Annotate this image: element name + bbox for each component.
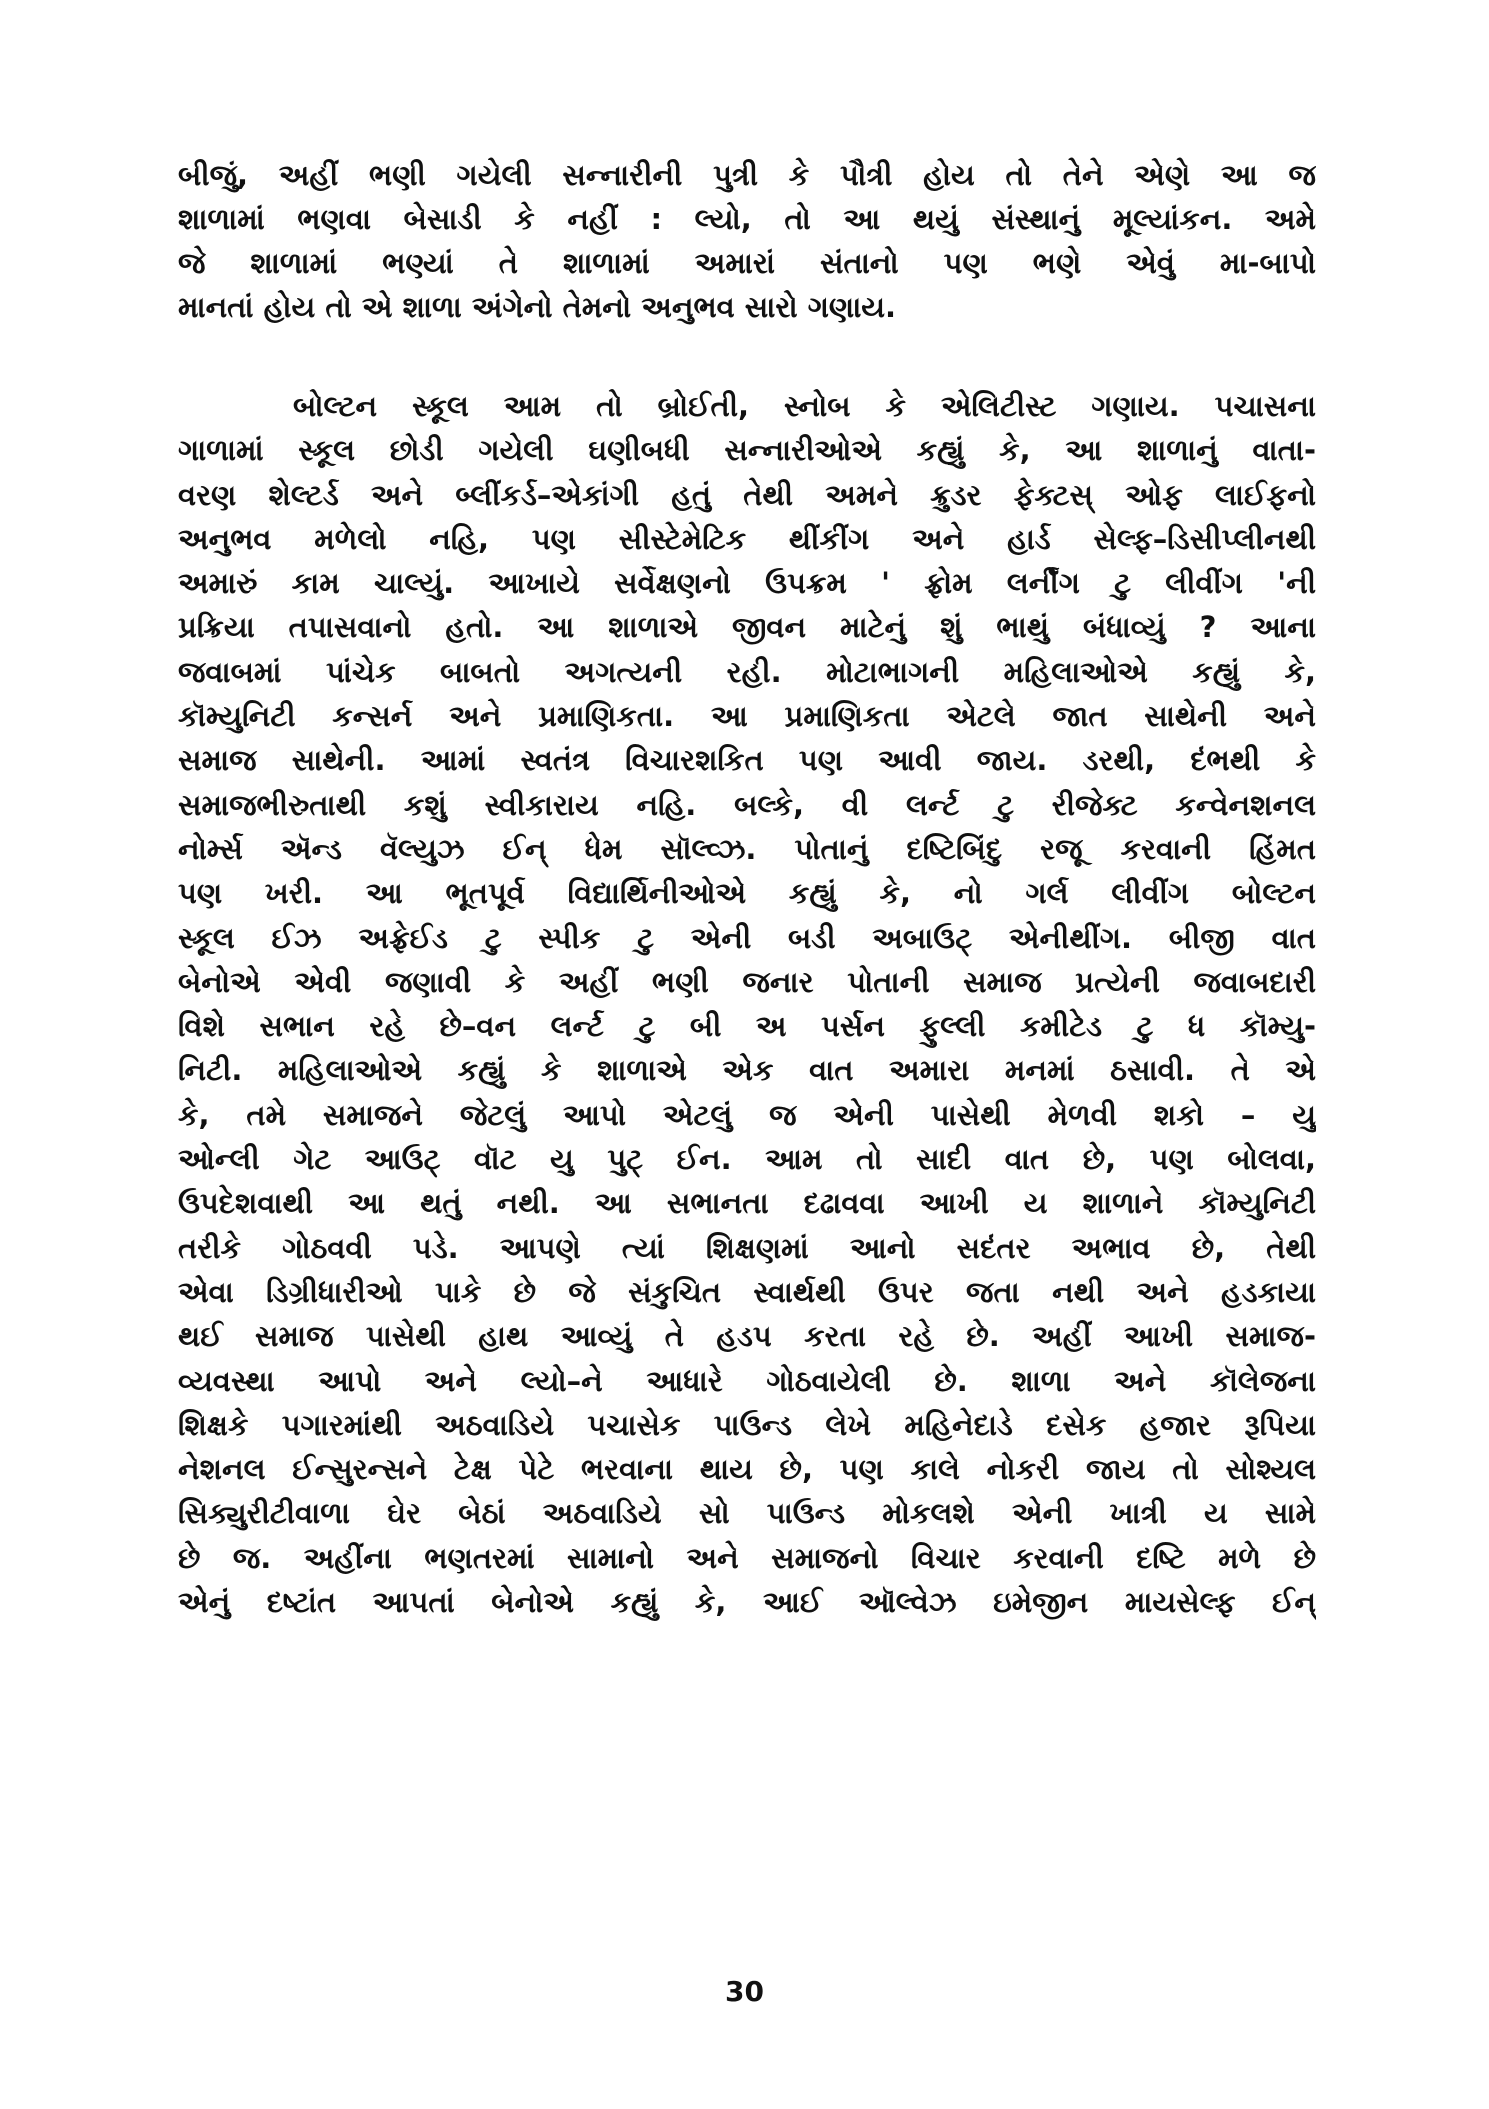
text-line: નોર્મ્સ ઍન્ડ વૅલ્યુઝ ઈન્ ધેમ સૉલ્વ્ઝ. પોતાનું દષ્ટિબિંદુ રજૂ કરવાની હિંમત xyxy=(178,831,1316,866)
paragraph-1 xyxy=(178,153,1316,329)
text-line: જવાબમાં પાંચેક બાબતો અગત્યની રહી. મોટાભાગની મહિલાઓએ કહ્યું કે, xyxy=(178,654,1316,689)
text-line: નિટી. મહિલાઓએ કહ્યું કે શાળાએ એક વાત અમારા મનમાં ઠસાવી. તે એ xyxy=(178,1053,1316,1088)
text-line: એવા ડિગ્રીધારીઓ પાકે છે જે સંકુચિત સ્વાર્થથી ઉપર જતા નથી અને હડકાયા xyxy=(178,1274,1316,1309)
text-line: ઓન્લી ગેટ આઉટ્ વૉટ યુ પુટ્ ઈન. આમ તો સાદી વાત છે, પણ બોલવા, xyxy=(178,1142,1316,1177)
text-line: અનુભવ મળેલો નહિ, પણ સીસ્ટેમેટિક થીંકીંગ અને હાર્ડ સેલ્ફ–ડિસીપ્લીનથી xyxy=(178,521,1316,556)
text-line: શાળામાં ભણવા બેસાડી કે નહીં : લ્યો, તો આ થયું સંસ્થાનું મૂલ્યાંકન. અમે xyxy=(178,202,1316,236)
text-line: જે શાળામાં ભણ્યાં તે શાળામાં અમારાં સંતાનો પણ ભણે એવું મા-બાપો xyxy=(178,246,1316,280)
text-line: બોલ્ટન સ્કૂલ આમ તો બ્રોઈતી, સ્નોબ કે એલિટીસ્ટ ગણાય. પચાસના xyxy=(293,389,1316,423)
text-line: અમારું કામ ચાલ્યું. આખાયે સર્વેક્ષણનો ઉપક્રમ ' ફ્રોમ લર્નીંગ ટુ લીવીંગ 'ની xyxy=(178,566,1316,601)
text-line: સિક્યુરીટીવાળા ઘેર બેઠાં અઠવાડિયે સો પાઉન્ડ મોકલશે એની ખાત્રી ય સામે xyxy=(178,1496,1316,1531)
text-line: કૉમ્યુનિટી કન્સર્ન અને પ્રમાણિકતા. આ પ્રમાણિકતા એટલે જાત સાથેની અને xyxy=(178,699,1316,734)
text-line: બેનોએ એવી જણાવી કે અહીં ભણી જનાર પોતાની સમાજ પ્રત્યેની જવાબદારી xyxy=(178,964,1316,999)
text-line: વરણ શેલ્ટર્ડ અને બ્લીંકર્ડ–એકાંગી હતું તેથી અમને ક્રુડર ફેક્ટસ્ ઓફ લાઈફનો xyxy=(178,477,1316,512)
text-line: સમાજ સાથેની. આમાં સ્વતંત્ર વિચારશકિત પણ આવી જાય. ડરથી, દંભથી કે xyxy=(178,743,1316,778)
text-line: શિક્ષકે પગારમાંથી અઠવાડિયે પચાસેક પાઉન્ડ લેખે મહિનેદાડે દસેક હજાર રૂપિયા xyxy=(178,1407,1316,1442)
paragraph-2 xyxy=(178,384,1316,1624)
text-line: નેશનલ ઈન્સુરન્સને ટેક્ષ પેટે ભરવાના થાય છે, પણ કાલે નોકરી જાય તો સોશ્યલ xyxy=(178,1452,1316,1487)
text-line: એનું દષ્ટાંત આપતાં બેનોએ કહ્યું કે, આઈ ઑલ્વેઝ ઇમેજીન માયસેલ્ફ ઈન્ xyxy=(178,1585,1316,1620)
text-line: સ્કૂલ ઈઝ અફ્રેઈડ ટુ સ્પીક ટુ એની બડી અબાઉટ્ એનીથીંગ. બીજી વાત xyxy=(178,920,1316,955)
text-line: પ્રક્રિયા તપાસવાનો હતો. આ શાળાએ જીવન માટેનું શું ભાથું બંધાવ્યું ? આના xyxy=(178,610,1316,645)
text-line: વિશે સભાન રહે છે–વન લર્ન્ટ ટુ બી અ પર્સન ફુલ્લી કમીટેડ ટુ ધ કૉમ્યુ- xyxy=(178,1009,1316,1044)
text-line: ઉપદેશવાથી આ થતું નથી. આ સભાનતા દઢાવવા આખી ય શાળાને કૉમ્યુનિટી xyxy=(178,1186,1316,1221)
text-line: બીજું, અહીં ભણી ગયેલી સન્નારીની પુત્રી કે પૌત્રી હોય તો તેને એણે આ જ xyxy=(178,158,1316,192)
text-line: ગાળામાં સ્કૂલ છોડી ગયેલી ઘણીબધી સન્નારીઓએ કહ્યું કે, આ શાળાનું વાતા- xyxy=(178,433,1316,468)
page-number: 30 xyxy=(725,1975,764,2008)
text-line: માનતાં હોય તો એ શાળા અંગેનો તેમનો અનુભવ સારો ગણાય. xyxy=(178,290,897,324)
text-line: થઈ સમાજ પાસેથી હાથ આવ્યું તે હડપ કરતા રહે છે. અહીં આખી સમાજ- xyxy=(178,1319,1316,1354)
text-line: વ્યવસ્થા આપો અને લ્યો–ને આધારે ગોઠવાયેલી છે. શાળા અને કૉલેજના xyxy=(178,1363,1316,1398)
text-line: છે જ. અહીંના ભણતરમાં સામાનો અને સમાજનો વિચાર કરવાની દષ્ટિ મળે છે xyxy=(178,1540,1316,1575)
text-line: કે, તમે સમાજને જેટલું આપો એટલું જ એની પાસેથી મેળવી શકો – યુ xyxy=(178,1097,1316,1132)
text-line: સમાજભીરુતાથી કશું સ્વીકારાય નહિ. બલ્કે, વી લર્ન્ટ ટુ રીજેક્ટ કન્વેનશનલ xyxy=(178,787,1316,822)
text-line: તરીકે ગોઠવવી પડે. આપણે ત્યાં શિક્ષણમાં આનો સદંતર અભાવ છે, તેથી xyxy=(178,1230,1316,1265)
text-line: પણ ખરી. આ ભૂતપૂર્વ વિદ્યાર્થિનીઓએ કહ્યું કે, નો ગર્લ લીવીંગ બોલ્ટન xyxy=(178,876,1316,911)
